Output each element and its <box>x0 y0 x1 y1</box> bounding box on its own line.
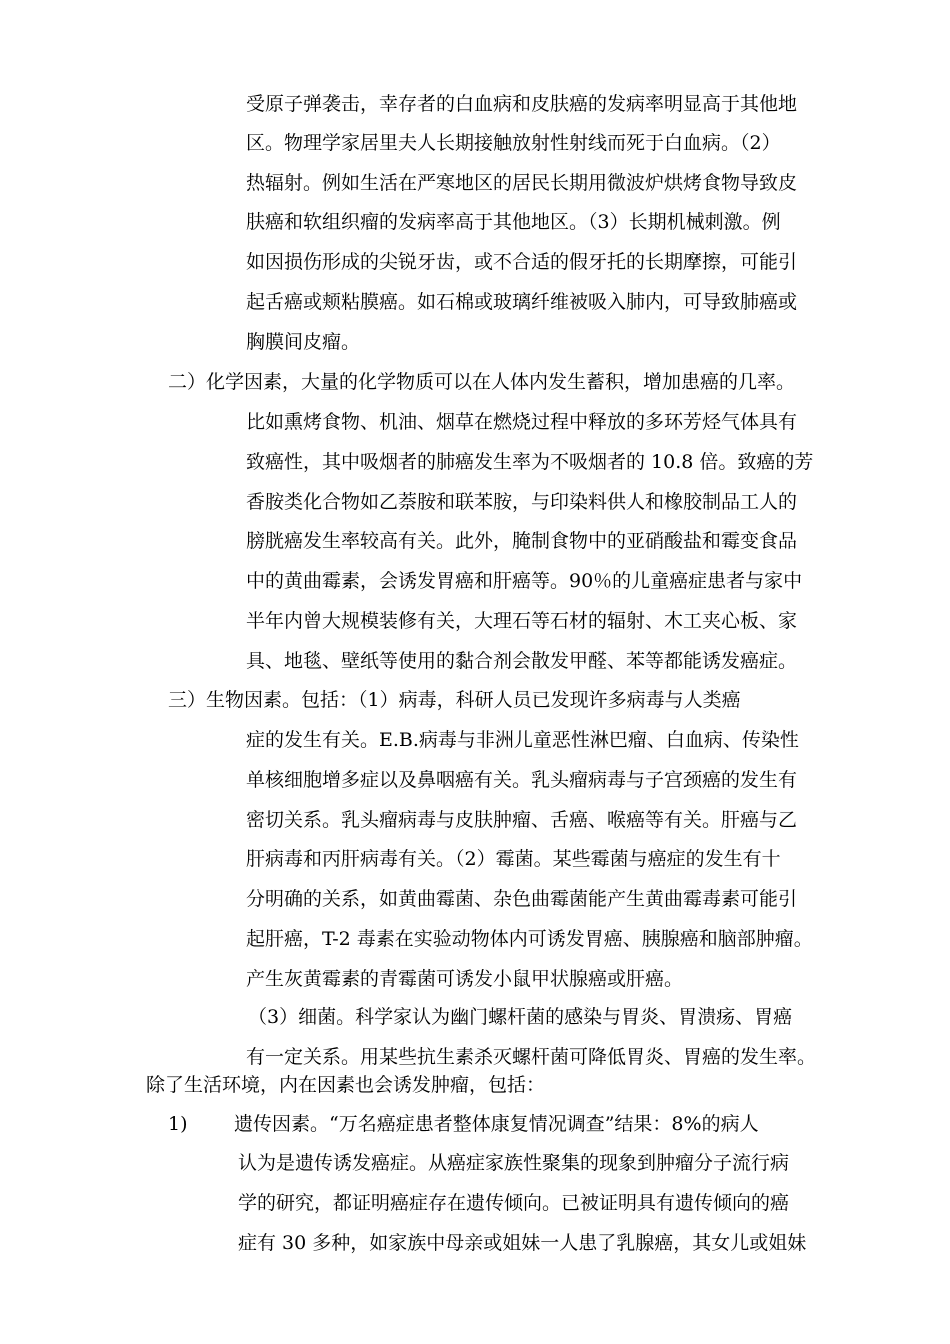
section-heading-chemical: 二）化学因素，大量的化学物质可以在人体内发生蓄积，增加患癌的几率。 <box>168 371 796 393</box>
text-line: 热辐射。例如生活在严寒地区的居民长期用微波炉烘烤食物导致皮 <box>246 172 798 194</box>
text-line: 症有 30 多种，如家族中母亲或姐妹一人患了乳腺癌，其女儿或姐妹 <box>238 1232 807 1254</box>
text-line: 如因损伤形成的尖锐牙齿，或不合适的假牙托的长期摩擦，可能引 <box>246 251 798 273</box>
text-line: 受原子弹袭击，幸存者的白血病和皮肤癌的发病率明显高于其他地 <box>246 93 798 115</box>
list-number: 1) <box>168 1113 188 1135</box>
text-line: 起舌癌或颊粘膜癌。如石棉或玻璃纤维被吸入肺内，可导致肺癌或 <box>246 291 798 313</box>
text-line: 比如熏烤食物、机油、烟草在燃烧过程中释放的多环芳烃气体具有 <box>246 411 798 433</box>
text-line: 密切关系。乳头瘤病毒与皮肤肿瘤、舌癌、喉癌等有关。肝癌与乙 <box>246 809 798 831</box>
text-line: 致癌性，其中吸烟者的肺癌发生率为不吸烟者的 10.8 倍。致癌的芳 <box>246 451 814 473</box>
text-line: 起肝癌，T-2 毒素在实验动物体内可诱发胃癌、胰腺癌和脑部肿瘤。 <box>246 928 813 950</box>
text-line: 症的发生有关。E.B.病毒与非洲儿童恶性淋巴瘤、白血病、传染性 <box>246 729 799 751</box>
text-line: 中的黄曲霉素，会诱发胃癌和肝癌等。90％的儿童癌症患者与家中 <box>246 570 803 592</box>
section-heading-biological: 三）生物因素。包括：（1）病毒，科研人员已发现许多病毒与人类癌 <box>168 689 741 711</box>
text-line: 香胺类化合物如乙萘胺和联苯胺，与印染料供人和橡胶制品工人的 <box>246 491 798 513</box>
text-line: 学的研究，都证明癌症存在遗传倾向。已被证明具有遗传倾向的癌 <box>238 1192 790 1214</box>
text-line: 胸膜间皮瘤。 <box>246 331 361 353</box>
text-line: 半年内曾大规模装修有关，大理石等石材的辐射、木工夹心板、家 <box>246 610 798 632</box>
text-line: 单核细胞增多症以及鼻咽癌有关。乳头瘤病毒与子宫颈癌的发生有 <box>246 769 798 791</box>
text-line: 区。物理学家居里夫人长期接触放射性射线而死于白血病。（2） <box>246 132 781 154</box>
intro-line: 除了生活环境，内在因素也会诱发肿瘤，包括： <box>146 1074 546 1096</box>
list-item-heredity: 遗传因素。“万名癌症患者整体康复情况调查”结果：8%的病人 <box>234 1113 759 1135</box>
text-line: 膀胱癌发生率较高有关。此外，腌制食物中的亚硝酸盐和霉变食品 <box>246 530 798 552</box>
text-line: 肤癌和软组织瘤的发病率高于其他地区。（3）长期机械刺激。例 <box>246 211 781 233</box>
text-line: 具、地毯、壁纸等使用的黏合剂会散发甲醛、苯等都能诱发癌症。 <box>246 650 798 672</box>
text-line: 认为是遗传诱发癌症。从癌症家族性聚集的现象到肿瘤分子流行病 <box>238 1152 790 1174</box>
text-line: 分明确的关系，如黄曲霉菌、杂色曲霉菌能产生黄曲霉毒素可能引 <box>246 888 798 910</box>
text-line: 肝病毒和丙肝病毒有关。（2）霉菌。某些霉菌与癌症的发生有十 <box>246 848 781 870</box>
text-line: 有一定关系。用某些抗生素杀灭螺杆菌可降低胃炎、胃癌的发生率。 <box>246 1046 817 1068</box>
text-line: （3）细菌。科学家认为幽门螺杆菌的感染与胃炎、胃溃疡、胃癌 <box>248 1006 793 1028</box>
text-line: 产生灰黄霉素的青霉菌可诱发小鼠甲状腺癌或肝癌。 <box>246 968 684 990</box>
